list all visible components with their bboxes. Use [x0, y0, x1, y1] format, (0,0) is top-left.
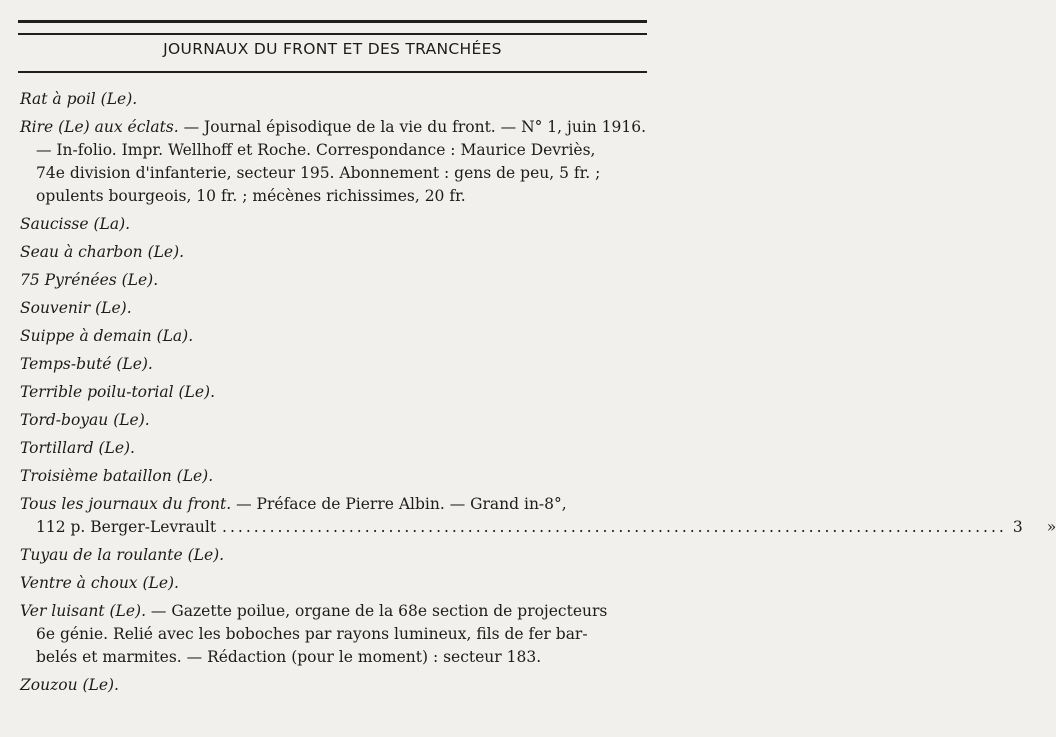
entry-title: Temps-buté (Le). [20, 355, 153, 373]
entry-title: Rire (Le) aux éclats. [20, 118, 179, 136]
entry-title: Souvenir (Le). [20, 299, 132, 317]
entry-text: — Journal épisodique de la vie du front. — N° 1, juin 1916. [178, 118, 647, 136]
leader-dots: ................................................................................................... [222, 518, 1007, 536]
entry-text: belés et marmites. — Rédaction (pour le moment) : secteur 183. [36, 648, 542, 666]
entry-terrible-poilu-torial [20, 381, 647, 409]
entry-tortillard [20, 437, 647, 465]
entry-title: Suippe à demain (La). [20, 327, 194, 345]
entry-title: Tuyau de la roulante (Le). [20, 546, 225, 564]
entry-zouzou [20, 674, 647, 702]
entry-list [20, 88, 1056, 702]
entry-text: opulents bourgeois, 10 fr. ; mécènes richissimes, 20 fr. [36, 187, 466, 205]
entry-price-line [20, 516, 1056, 539]
entry-text: 6e génie. Relié avec les boboches par rayons lumineux, fils de fer bar- [36, 625, 588, 643]
entry-currency-mark: » [1046, 518, 1056, 536]
entry-saucisse [20, 213, 647, 241]
page-header: JOURNAUX DU FRONT ET DES TRANCHÉES [163, 40, 502, 58]
entry-souvenir [20, 297, 647, 325]
entry-tuyau-de-la-roulante [20, 544, 647, 572]
entry-title: Ventre à choux (Le). [20, 574, 179, 592]
entry-75-pyrenees [20, 269, 647, 297]
entry-text: — Gazette poilue, organe de la 68e section de projecteurs [146, 602, 608, 620]
entry-temps-bute [20, 353, 647, 381]
entry-title: Terrible poilu-torial (Le). [20, 383, 215, 401]
entry-rat-a-poil [20, 88, 647, 116]
entry-title: Troisième bataillon (Le). [20, 467, 214, 485]
entry-title: Seau à charbon (Le). [20, 243, 185, 261]
entry-tord-boyau [20, 409, 647, 437]
header-bottom-rule [18, 71, 647, 73]
entry-title: Tord-boyau (Le). [20, 411, 150, 429]
entry-text: 74e division d'infanterie, secteur 195. Abonnement : gens de peu, 5 fr. ; [36, 164, 601, 182]
entry-title: Tous les journaux du front. [20, 495, 232, 513]
entry-text: — Préface de Pierre Albin. — Grand in-8°, [231, 495, 567, 513]
entry-troisieme-bataillon [20, 465, 647, 493]
entry-text: — In-folio. Impr. Wellhoff et Roche. Correspondance : Maurice Devriès, [36, 141, 596, 159]
entry-title: Ver luisant (Le). [20, 602, 146, 620]
header-top-rule [18, 33, 647, 35]
entry-tous-les-journaux [20, 493, 1056, 544]
entry-ver-luisant [20, 600, 647, 674]
entry-title: Tortillard (Le). [20, 439, 135, 457]
entry-ventre-a-choux [20, 572, 647, 600]
entry-title: Saucisse (La). [20, 215, 131, 233]
entry-title: Zouzou (Le). [20, 676, 119, 694]
entry-title: 75 Pyrénées (Le). [20, 271, 159, 289]
entry-rire-aux-eclats [20, 116, 647, 213]
entry-seau-a-charbon [20, 241, 647, 269]
entry-suippe-a-demain [20, 325, 647, 353]
entry-price: 3 [1012, 518, 1023, 536]
entry-title: Rat à poil (Le). [20, 90, 138, 108]
top-rule [18, 20, 647, 23]
entry-text: 112 p. Berger-Levrault [36, 518, 217, 536]
